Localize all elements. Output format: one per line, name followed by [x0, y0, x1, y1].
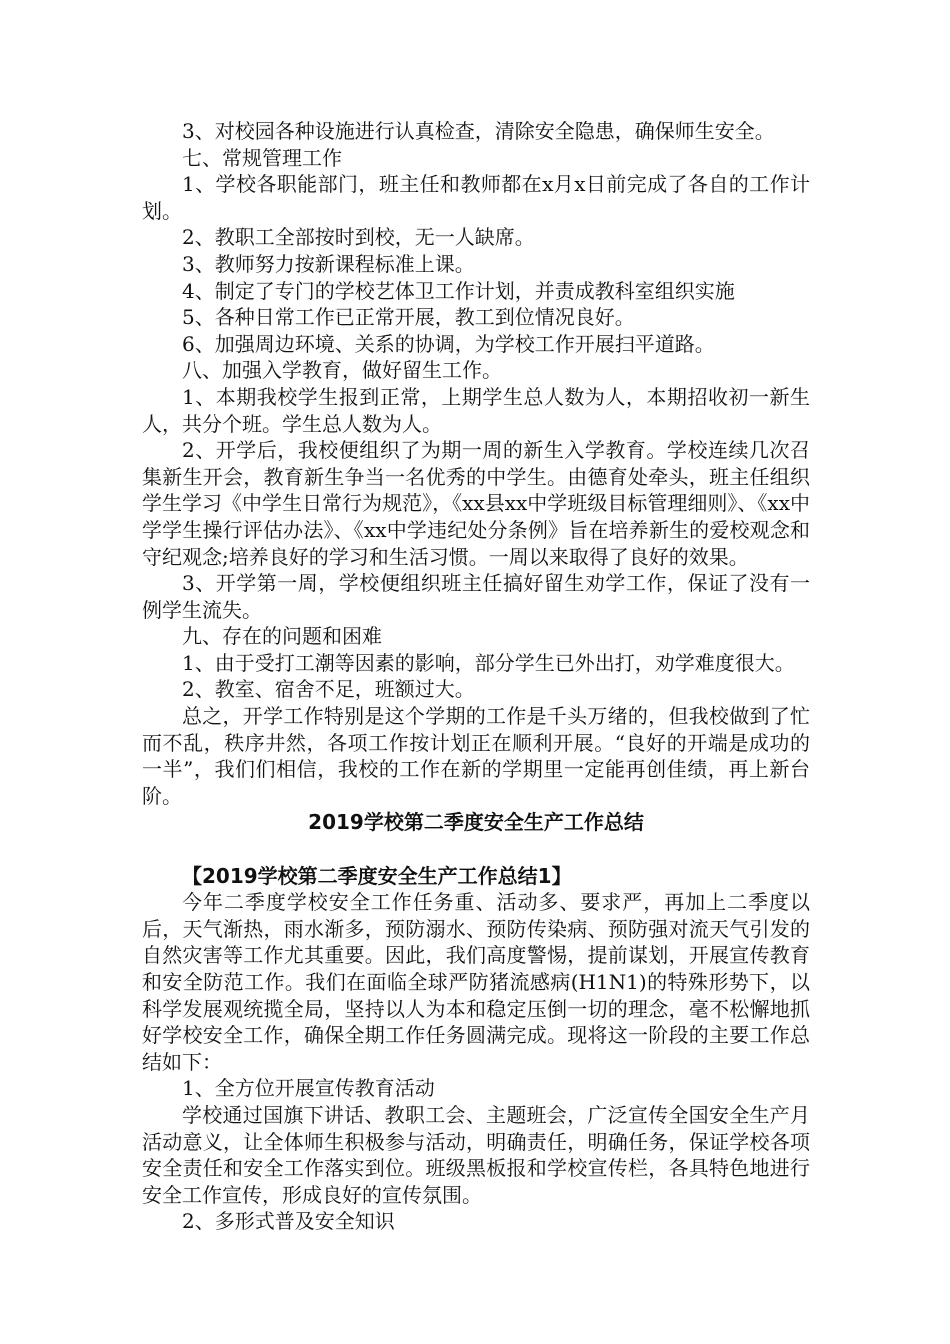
paragraph-arts-sports-plan: 4、制定了专门的学校艺体卫工作计划，并责成教科室组织实施: [182, 278, 735, 303]
heading-enrollment-education: 八、加强入学教育，做好留生工作。: [182, 358, 502, 383]
paragraph-environment-coordination: 6、加强周边环境、关系的协调，为学校工作开展扫平道路。: [182, 331, 715, 356]
paragraph-daily-work: 5、各种日常工作已正常开展，教工到位情况良好。: [182, 305, 635, 330]
heading-problems: 九、存在的问题和困难: [182, 624, 382, 649]
paragraph-classroom-shortage: 2、教室、宿舍不足，班额过大。: [182, 677, 475, 702]
paragraph-migrant-work: 1、由于受打工潮等因素的影响，部分学生已外出打，劝学难度很大。: [182, 650, 795, 675]
paragraph-facility-check: 3、对校园各种设施进行认真检查，清除安全隐患，确保师生安全。: [182, 119, 775, 143]
document-page: [142, 118, 810, 1235]
paragraph-conclusion: 总之，开学工作特别是这个学期的工作是千头万绪的，但我校做到了忙而不乱，秩序井然，各项工作按计划正在顺利开展。“良好的开端是成功的一半”，我们们相信，我校的工作在新的学期里一定能再创佳绩，再上新台阶。: [142, 704, 810, 808]
heading-publicity-education: 1、全方位开展宣传教育活动: [182, 1076, 435, 1101]
blank-line: [142, 836, 810, 863]
paragraph-enrollment-numbers: 1、本期我校学生报到正常，上期学生总人数为人，本期招收初一新生人，共分个班。学生总人数为人。: [142, 384, 810, 436]
paragraph-new-curriculum: 3、教师努力按新课程标准上课。: [182, 251, 475, 276]
paragraph-work-plans: 1、学校各职能部门，班主任和教师都在x月x日前完成了各自的工作计划。: [142, 172, 810, 223]
paragraph-orientation-week: 2、开学后，我校便组织了为期一周的新生入学教育。学校连续几次召集新生开会，教育新生争当一名优秀的中学生。由德育处牵头，班主任组织学生学习《中学生日常行为规范》，《xx县xx中学班级目标管理细则》、《xx中学学生操行评估办法》、《xx中学违纪处分条例》旨在培养新生的爱校观念和守纪观念;培养良好的学习和生活习惯。一周以来取得了良好的效果。: [142, 438, 810, 569]
document-subtitle: 【2019学校第二季度安全生产工作总结1】: [182, 863, 572, 888]
paragraph-student-retention: 3、开学第一周，学校便组织班主任搞好留生劝学工作，保证了没有一例学生流失。: [142, 571, 810, 622]
heading-safety-knowledge: 2、多形式普及安全知识: [182, 1209, 395, 1234]
heading-routine-management: 七、常规管理工作: [182, 145, 342, 170]
paragraph-q2-overview: 今年二季度学校安全工作任务重、活动多、要求严，再加上二季度以后，天气渐热，雨水渐多，预防溺水、预防传染病、预防强对流天气引发的自然灾害等工作尤其重要。因此，我们高度警惕，提前谋划，开展宣传教育和安全防范工作。我们在面临全球严防猪流感病(H1N1)的特殊形势下，以科学发展观统揽全局，坚持以人为本和稳定压倒一切的理念，毫不松懈地抓好学校安全工作，确保全期工作任务圆满完成。现将这一阶段的主要工作总结如下：: [142, 890, 810, 1074]
document-title: 2019学校第二季度安全生产工作总结: [308, 810, 644, 835]
paragraph-publicity-activities: 学校通过国旗下讲话、教职工会、主题班会，广泛宣传全国安全生产月活动意义，让全体师生积极参与活动，明确责任，明确任务，保证学校各项安全责任和安全工作落实到位。班级黑板报和学校宣传栏，各具特色地进行安全工作宣传，形成良好的宣传氛围。: [142, 1102, 810, 1207]
paragraph-staff-attendance: 2、教职工全部按时到校，无一人缺席。: [182, 225, 535, 250]
